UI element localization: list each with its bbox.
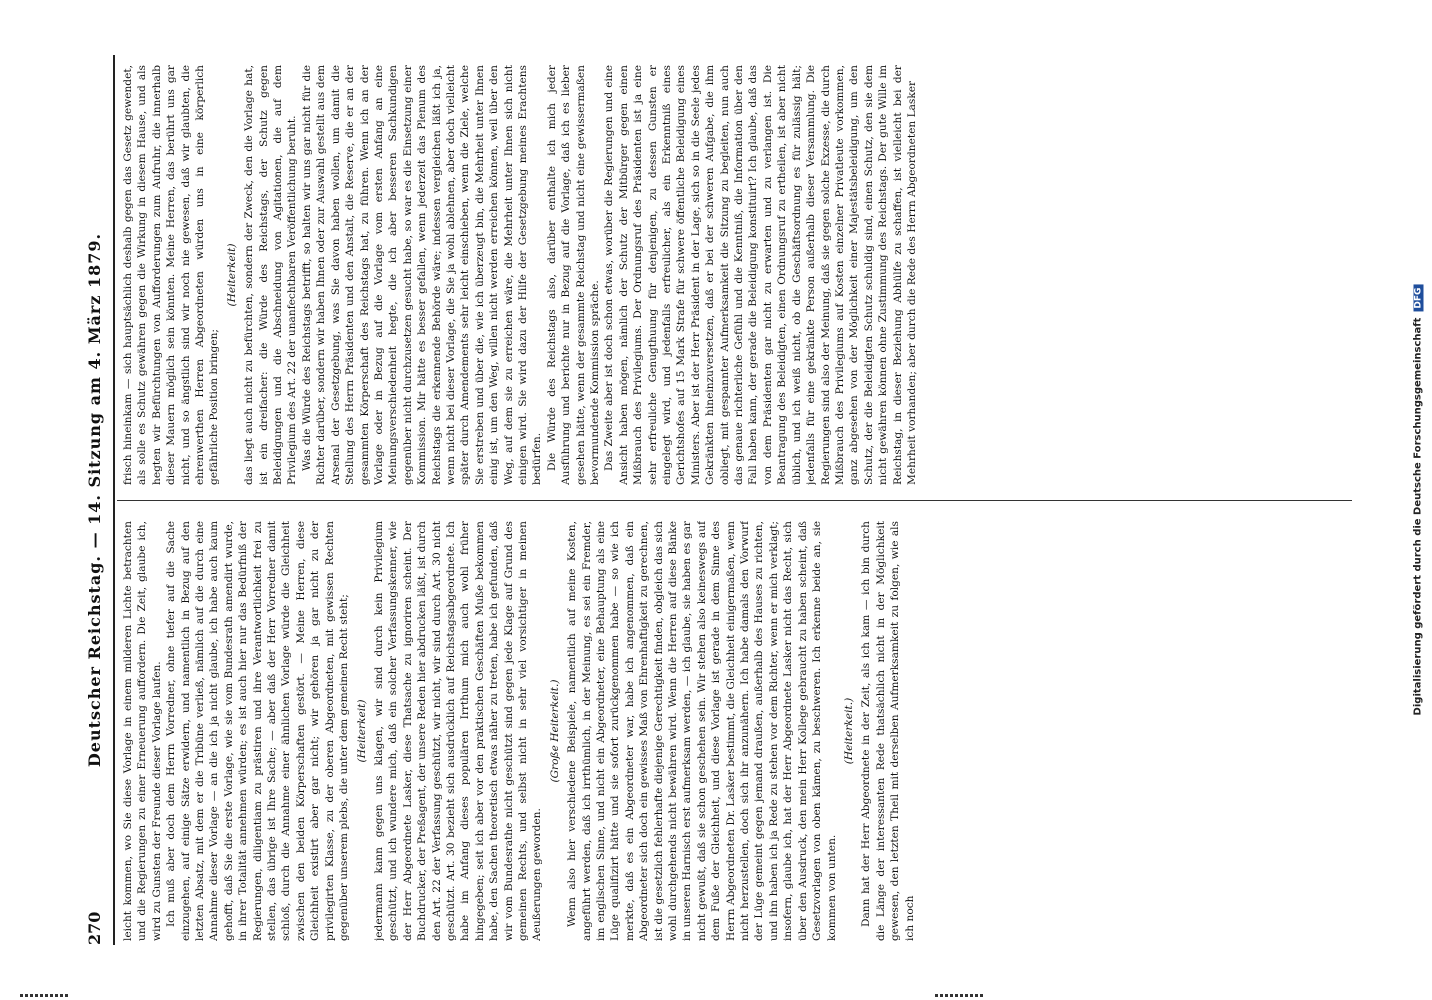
paragraph: Ich muß aber doch dem Herrn Vorredner, ohne tiefer auf die Sache einzugehen, auf einige Sätze erwidern, und namentlich in Bezug auf den letzten Absatz, mit dem er die Tribüne verließ, nämlich auf die durch eine Annahme dieser Vorlage — an die ich ja nicht glaube, ich habe auch kaum gehofft, daß Sie die erste Vorlage, wie sie vom Bundesrath amendirt wurde, in ihrer Totalität annehmen würden; es ist auch hier nur das Bedürfniß der Regierungen, diligentiam zu prästiren und ihre Verantwortlichkeit frei zu stellen, das übrige ist Ihre Sache; — aber daß der Herr Vorredner damit schloß, durch die Annahme einer ähnlichen Vorlage würde die Gleichheit zwischen den beiden Körperschaften gestört. — Meine Herren, diese Gleichheit existirt aber gar nicht; wir gehören ja gar nicht zu der privilegirten Klasse, zu der oberen Abgeordneten, mit gewissen Rechten gegenüber unserem plebs, die unter dem gemeinen Recht steht; (165, 521, 351, 941)
interjection: (Heiterkeit) (225, 243, 238, 307)
scan-artifact (935, 994, 985, 997)
scan-artifact (20, 994, 70, 997)
paragraph: jedermann kann gegen uns klagen, wir sind durch kein Privilegium geschützt, und ich wundere mich, daß ein solcher Verfassungskenner, wie der Herr Abgeordnete Lasker, diese Thatsache zu ignoriren scheint. Der Buchdrucker, der Preßagent, der unsere Reden hier abdrucken läßt, ist durch den Art. 22 der Verfassung geschützt, wir nicht, wir sind durch Art. 30 nicht geschützt. Art. 30 bezieht sich ausdrücklich auf Reichstagsabgeordnete. Ich habe im Anfang dieses populären Irrthum mich auch wohl früher hingegeben; seit ich aber vor den praktischen Geschäften Muße bekommen habe, den Sachen theoretisch etwas näher zu treten, habe ich gefunden, daß wir vom Bundesrathe nicht geschützt sind gegen jede Klage auf Grund des gemeinen Rechts, und selbst nicht in sehr viel vorsichtiger in meinen Aeußerungen geworden. (372, 521, 544, 941)
paragraph: Das Zweite aber ist doch schon etwas, worüber die Regierungen und eine Ansicht haben mögen, nämlich der Schutz der Mitbürger gegen einen Mißbrauch des Privilegiums. Der Ordnungsruf des Präsidenten ist ja eine sehr erfreuliche Genugthuung für denjenigen, zu dessen Gunsten er eingelegt wird, und jedenfalls erfreulicher, als ein Erkenntniß eines Gerichtshofes auf 15 Mark Strafe für schwere öffentliche Beleidigung eines Ministers. Aber ist der Herr Präsident in der Lage, sich so in die Seele jedes Gekränkten hineinzuversetzen, daß er bei der schweren Aufgabe, die ihm obliegt, mit gespannter Aufmerksamkeit die Sitzung zu begleiten, nun auch das genaue richterliche Gefühl und die Kenntniß, die Information über den Fall haben kann, der gerade die Beleidigung konstituirt? Ich glaube, daß das von dem Präsidenten gar nicht zu erwarten und zu verlangen ist. Die Beantragung des Beleidigten, einen Ordnungsruf zu ertheilen, ist aber nicht üblich, und ich weiß nicht, ob die Geschäftsordnung es für zulässig hält; jedenfalls für eine gekränkte Person außerhalb dieser Versammlung. Die Regierungen sind also der Meinung, daß sie gegen solche Exzesse, die durch Mißbrauch des Privilegiums auf Kosten einzelner Privatleute vorkommen, ganz abgesehen von der Möglichkeit einer Majestätsbeleidigung, um den Schutz, der die Beleidigten Schutz schuldig sind, einen Schutz, den sie dem nicht gewähren können ohne Zustimmung des Reichstags. Der gute Wille im Reichstag, in dieser Beziehung Abhülfe zu schaffen, ist vielleicht bei der Mehrheit vorhanden; aber durch die Rede des Herrn Abgeordneten Lasker (603, 65, 918, 485)
right-column (121, 65, 1351, 485)
paragraph: Dann hat der Herr Abgeordnete in der Zeit, als ich kam — ich bin durch die Länge der interessanten Rede thatsächlich nicht in der Möglichkeit gewesen, den letzten Theil mit derselben Aufmerksamkeit zu folgen, wie als ich noch (860, 521, 916, 941)
dfg-logo: DFG (1414, 285, 1424, 312)
page-number: 270 (85, 911, 104, 945)
header-rule (113, 55, 115, 945)
column-separator (117, 500, 1352, 501)
interjection: (Große Heiterkeit.) (548, 679, 561, 783)
paragraph: Die Würde des Reichstags also, darüber enthalte ich mich jeder Ausführung und berichte nur in Bezug auf die Vorlage, daß ich es lieber gesehen hätte, wenn der gesammte Reichstag und nicht eine gewissermaßen bevormundende Kommission spräche. (545, 65, 601, 485)
credit-text: Digitalisierung gefördert durch die Deutsche Forschungsgemeinschaft (1412, 317, 1424, 716)
page-title: Deutscher Reichstag. — 14. Sitzung am 4. März 1879. (85, 232, 104, 768)
page-header (81, 55, 111, 945)
paragraph: das liegt auch nicht zu befürchten, sondern der Zweck, den die Vorlage hat, ist ein dreifacher: die Würde des Reichstags, der Schutz gegen Beleidigungen und die Abschneidung von Agitationen, die auf dem Privilegium des Art. 22 der unanfechtbaren Veröffentlichung beruht. (243, 65, 299, 485)
paragraph: Wenn also hier verschiedene Beispiele, namentlich auf meine Kosten, angeführt werden, daß ich irrthümlich, in der Meinung, es sei ein Fremder, im englischen Sinne, und nicht ein Abgeordneter, eine Behauptung als eine Lüge qualifizirt hätte und sie sofort zurückgenommen habe — so wie ich merkte, daß es ein Abgeordneter war, habe ich angenommen, daß ein Abgeordneter sich doch ein gewisses Maß von Ehrenhaftigkeit zu gerechnen, ist die gesetzlich fehlerhafte diejenige Gerechtigkeit finden, obgleich das sich wohl durchgehends nicht bewähren wird. Wenn die Herren auf diese Bänke in unseren Harnisch erst aufmerksam werden, — ich glaube, sie haben es gar nicht gewußt, daß sie schon geschehen sein. Wir stehen also keineswegs auf dem Fuße der Gleichheit, und diese Vorlage ist gerade in dem Sinne des Herrn Abgeordneten Dr. Lasker bestimmt, die Gleichheit einigermaßen, wenn nicht herzustellen, doch sich ihr anzunähern. Ich habe damals den Vorwurf der Lüge gemeint gegen jemand draußen, außerhalb des Hauses zu richten, und ihn haben ich ja Rede zu stehen vor dem Richter, wenn er mich verklagt; insofern, glaube ich, hat der Herr Abgeordnete Lasker nicht das Recht, sich über den Ausdruck, den mein Herr Kollege gebraucht zu haben scheint, daß Gesetzvorlagen von oben kämen, zu beschweren. Ich erkenne beide an, sie kommen von unten. (566, 521, 838, 941)
digitization-credit (1413, 285, 1424, 716)
interjection: (Heiterkeit.) (842, 697, 855, 765)
paragraph: leicht kommen, wo Sie diese Vorlage in einem milderen Lichte betrachten und die Regierungen zu einer Erneuerung auffordern. Die Zeit, glaube ich, wird zu Gunsten der Freunde dieser Vorlage laufen. (122, 521, 163, 941)
paragraph: Was die Würde des Reichstags betrifft, so halten wir uns gar nicht für die Richter darüber, sondern wir haben Ihnen oder zur Auswahl gestellt aus dem Arsenal der Gesetzgebung, was Sie davon haben wollen, um damit die Stellung des Herrn Präsidenten und den Anstalt, die Reserve, die er an der gesammten Körperschaft des Reichstags hat, zu führen. Wenn ich an der Vorlage oder in Bezug auf die Vorlage vom ersten Anfang an eine Meinungsverschiedenheit hegte, die ich aber besseren Sachkundigen gegenüber nicht durchzusetzen gesucht habe, so war es die Einsetzung einer Kommission. Mir hätte es besser gefallen, wenn jederzeit das Plenum des Reichstags die erkennende Behörde wäre; indessen vergleichen läßt ich ja, wenn nicht bei dieser Vorlage, die Sie ja wohl ablehnen, aber doch vielleicht später durch Amendements sehr leicht einschieben, wenn die Ziele, welche Sie erstreben und über die, wie ich überzeugt bin, die Mehrheit unter Ihnen einig ist, um den Weg, willen nicht werden erreichen können, weil über den Weg, auf dem sie zu erreichen wäre, die Mehrheit unter Ihnen sich nicht einigen wird. Sie wird dazu der Hilfe der Gesetzgebung meines Erachtens bedürfen. (300, 65, 544, 485)
left-column (121, 521, 1351, 941)
rotated-page (51, 25, 1381, 975)
paragraph: frisch hineinkam — sich hauptsächlich deshalb gegen das Gesetz gewendet, als solle es Schutz gewähren gegen die Wirkung in diesem Hause, und als hegten wir Befürchtungen von Aufforderungen zum Aufruhr, die innerhalb dieser Mauern möglich sein könnten. Meine Herren, das berührt uns gar nicht, und so ängstlich sind wir noch nie gewesen, daß wir glaubten, die ehrenwerthen Herren Abgeordneten würden uns in eine körperlich gefährliche Position bringen; (122, 65, 221, 485)
interjection: (Heiterkeit) (355, 699, 368, 763)
